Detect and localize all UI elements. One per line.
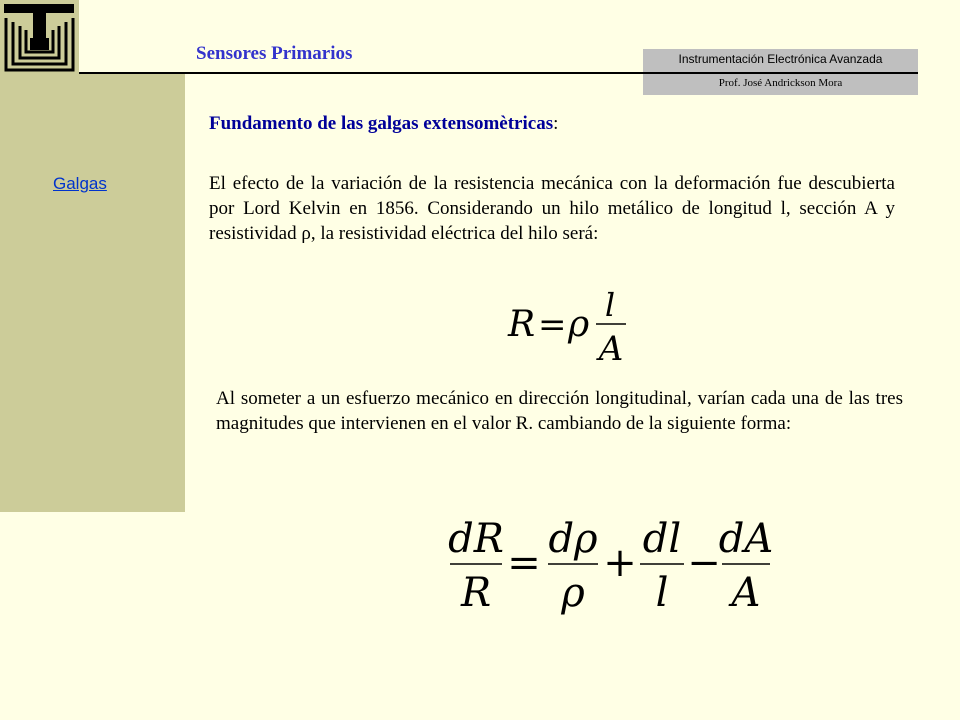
differential-formula <box>440 510 780 625</box>
equals-sign: = <box>507 540 541 586</box>
term2-numerator: dρ <box>548 516 598 562</box>
course-info-box <box>643 49 918 95</box>
paragraph-deformation: Al someter a un esfuerzo mecánico en dirección longitudinal, varían cada una de las tres magnitudes que intervienen en el valor R. cambiando de la siguiente forma: <box>216 388 903 434</box>
resistance-formula <box>500 290 640 375</box>
term4-numerator: dA <box>718 516 774 562</box>
sidebar-panel <box>0 74 185 512</box>
sidebar-link-galgas[interactable]: Galgas <box>53 174 107 193</box>
term4-denominator: A <box>731 570 761 616</box>
term3-numerator: dl <box>642 516 682 562</box>
heading-colon: : <box>553 113 559 134</box>
term1-numerator: dR <box>448 516 504 562</box>
header-divider <box>79 72 643 74</box>
course-title: Instrumentación Electrónica Avanzada <box>678 52 883 66</box>
logo-icon <box>0 0 79 74</box>
slide-heading <box>209 113 558 135</box>
term2-denominator: ρ <box>561 570 585 616</box>
plus-sign: + <box>603 540 637 586</box>
formula-rho: ρ <box>568 304 590 345</box>
course-professor: Prof. José Andrickson Mora <box>718 77 843 89</box>
institution-logo <box>0 0 79 74</box>
formula-denominator: A <box>598 329 624 369</box>
formula-equals: = <box>538 305 567 345</box>
term3-denominator: l <box>655 570 669 616</box>
heading-text: Fundamento de las galgas extensomètricas <box>209 113 554 134</box>
formula-numerator: l <box>604 290 616 324</box>
term1-denominator: R <box>460 570 492 616</box>
formula-lhs: R <box>508 304 536 345</box>
course-divider <box>643 72 918 74</box>
minus-sign: − <box>687 540 721 586</box>
section-title: Sensores Primarios <box>196 43 353 64</box>
paragraph-intro: El efecto de la variación de la resistencia mecánica con la deformación fue descubierta por Lord Kelvin en 1856. Considerando un hilo metálico de longitud l, sección A y resistividad ρ, la resistividad eléctrica del hilo será: <box>209 173 895 244</box>
